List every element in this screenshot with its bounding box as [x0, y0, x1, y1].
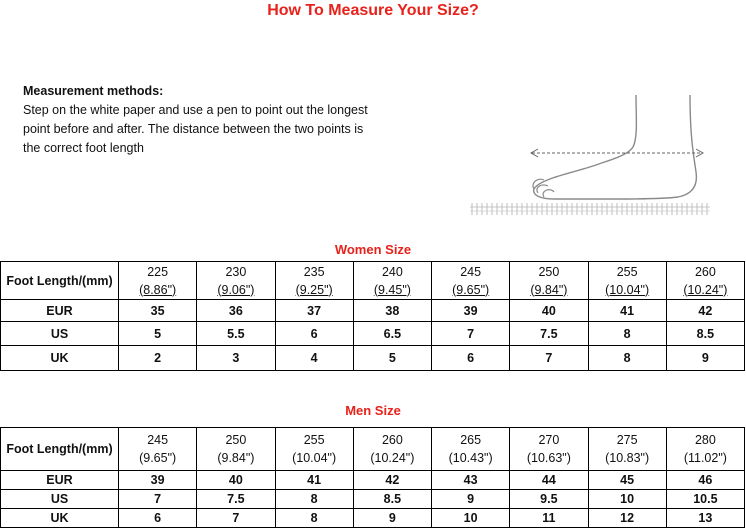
women-size-cell: 40	[510, 300, 588, 322]
women-length-row	[1, 262, 745, 300]
foot-measuring-illustration	[468, 47, 713, 222]
length-mm: 225	[147, 264, 169, 279]
men-length-cell	[119, 428, 197, 471]
men-size-cell: 6	[119, 509, 197, 528]
men-size-cell: 10.5	[666, 490, 744, 509]
women-size-cell: 42	[666, 300, 744, 322]
women-length-cell	[119, 262, 197, 300]
men-size-cell: 45	[588, 471, 666, 490]
length-mm: 270	[538, 433, 560, 447]
women-eur-row	[1, 300, 745, 322]
women-size-cell: 5.5	[197, 322, 275, 346]
length-inch: (9.65")	[139, 451, 177, 465]
men-size-cell: 8	[275, 509, 353, 528]
women-size-cell: 4	[275, 346, 353, 371]
men-size-cell: 9	[432, 490, 510, 509]
women-size-cell: 6	[275, 322, 353, 346]
men-size-cell: 7.5	[197, 490, 275, 509]
women-size-cell: 5	[353, 346, 431, 371]
length-mm: 245	[147, 433, 169, 447]
length-inch: (10.04")	[292, 451, 337, 465]
length-inch: (10.63")	[526, 451, 571, 465]
men-length-cell	[666, 428, 744, 471]
women-size-cell: 8	[588, 322, 666, 346]
length-mm: 240	[381, 264, 403, 279]
women-size-cell: 5	[119, 322, 197, 346]
men-length-cell	[432, 428, 510, 471]
women-size-cell: 7.5	[510, 322, 588, 346]
men-row-label: US	[1, 490, 119, 509]
women-size-cell: 38	[353, 300, 431, 322]
men-size-cell: 42	[353, 471, 431, 490]
page-title: How To Measure Your Size?	[267, 2, 479, 19]
paper-ticks	[472, 203, 707, 215]
length-inch: (10.24")	[683, 282, 728, 297]
women-size-table	[0, 261, 745, 371]
length-mm: 265	[460, 433, 482, 447]
length-mm: 255	[303, 433, 325, 447]
measurement-instructions	[23, 82, 403, 158]
men-eur-row	[1, 471, 745, 490]
women-size-cell: 7	[432, 322, 510, 346]
women-row-label: US	[1, 322, 119, 346]
men-size-title: Men Size	[345, 403, 401, 418]
women-length-cell	[666, 262, 744, 300]
women-size-cell: 37	[275, 300, 353, 322]
women-size-cell: 8.5	[666, 322, 744, 346]
men-size-cell: 12	[588, 509, 666, 528]
women-size-cell: 7	[510, 346, 588, 371]
men-length-row	[1, 428, 745, 471]
men-size-cell: 8.5	[353, 490, 431, 509]
length-mm: 260	[381, 433, 403, 447]
measurement-arrow	[531, 149, 703, 157]
women-length-cell	[432, 262, 510, 300]
men-size-cell: 7	[197, 509, 275, 528]
foot-outline	[534, 95, 697, 199]
women-size-cell: 41	[588, 300, 666, 322]
length-inch: (9.84")	[530, 282, 568, 297]
men-foot-length-header: Foot Length/(mm)	[1, 428, 119, 471]
women-size-cell: 2	[119, 346, 197, 371]
men-length-cell	[275, 428, 353, 471]
women-row-label: UK	[1, 346, 119, 371]
men-size-cell: 43	[432, 471, 510, 490]
men-size-cell: 13	[666, 509, 744, 528]
men-size-table	[0, 427, 745, 528]
length-mm: 275	[616, 433, 638, 447]
length-inch: (10.24")	[370, 451, 415, 465]
length-inch: (10.43")	[448, 451, 493, 465]
women-size-cell: 3	[197, 346, 275, 371]
women-size-cell: 8	[588, 346, 666, 371]
length-mm: 235	[303, 264, 325, 279]
men-row-label: EUR	[1, 471, 119, 490]
length-mm: 250	[538, 264, 560, 279]
length-inch: (9.06")	[217, 282, 255, 297]
men-size-cell: 10	[588, 490, 666, 509]
length-mm: 250	[225, 433, 247, 447]
length-inch: (11.02")	[683, 451, 727, 465]
measurement-heading: Measurement methods:	[23, 84, 164, 98]
men-size-cell: 46	[666, 471, 744, 490]
men-size-cell: 10	[432, 509, 510, 528]
women-size-cell: 39	[432, 300, 510, 322]
men-size-cell: 9	[353, 509, 431, 528]
women-length-cell	[197, 262, 275, 300]
men-uk-row	[1, 509, 745, 528]
men-size-cell: 7	[119, 490, 197, 509]
women-length-cell	[510, 262, 588, 300]
women-size-cell: 6	[432, 346, 510, 371]
men-length-cell	[510, 428, 588, 471]
length-mm: 280	[694, 433, 716, 447]
men-size-cell: 11	[510, 509, 588, 528]
women-size-cell: 36	[197, 300, 275, 322]
length-inch: (8.86")	[139, 282, 177, 297]
length-inch: (9.84")	[217, 451, 255, 465]
length-mm: 230	[225, 264, 247, 279]
men-row-label: UK	[1, 509, 119, 528]
women-foot-length-header: Foot Length/(mm)	[1, 262, 119, 300]
measurement-line-1: Step on the white paper and use a pen to point out the longest	[23, 103, 368, 117]
men-size-cell: 41	[275, 471, 353, 490]
length-mm: 260	[694, 264, 716, 279]
women-length-cell	[588, 262, 666, 300]
women-size-cell: 9	[666, 346, 744, 371]
length-inch: (9.65")	[452, 282, 490, 297]
men-size-cell: 44	[510, 471, 588, 490]
men-size-cell: 8	[275, 490, 353, 509]
women-us-row	[1, 322, 745, 346]
women-size-cell: 6.5	[353, 322, 431, 346]
measurement-line-3: the correct foot length	[23, 141, 144, 155]
men-size-cell: 39	[119, 471, 197, 490]
women-uk-row	[1, 346, 745, 371]
men-length-cell	[588, 428, 666, 471]
length-inch: (9.45")	[373, 282, 411, 297]
length-inch: (10.83")	[605, 451, 650, 465]
men-length-cell	[197, 428, 275, 471]
women-length-cell	[353, 262, 431, 300]
length-mm: 245	[460, 264, 482, 279]
length-inch: (10.04")	[605, 282, 650, 297]
women-row-label: EUR	[1, 300, 119, 322]
length-mm: 255	[616, 264, 638, 279]
men-length-cell	[353, 428, 431, 471]
men-us-row	[1, 490, 745, 509]
measurement-line-2: point before and after. The distance between the two points is	[23, 122, 364, 136]
women-size-title: Women Size	[334, 242, 412, 257]
length-inch: (9.25")	[295, 282, 333, 297]
paper-ground	[470, 207, 710, 211]
women-length-cell	[275, 262, 353, 300]
men-size-cell: 9.5	[510, 490, 588, 509]
women-size-cell: 35	[119, 300, 197, 322]
men-size-cell: 40	[197, 471, 275, 490]
